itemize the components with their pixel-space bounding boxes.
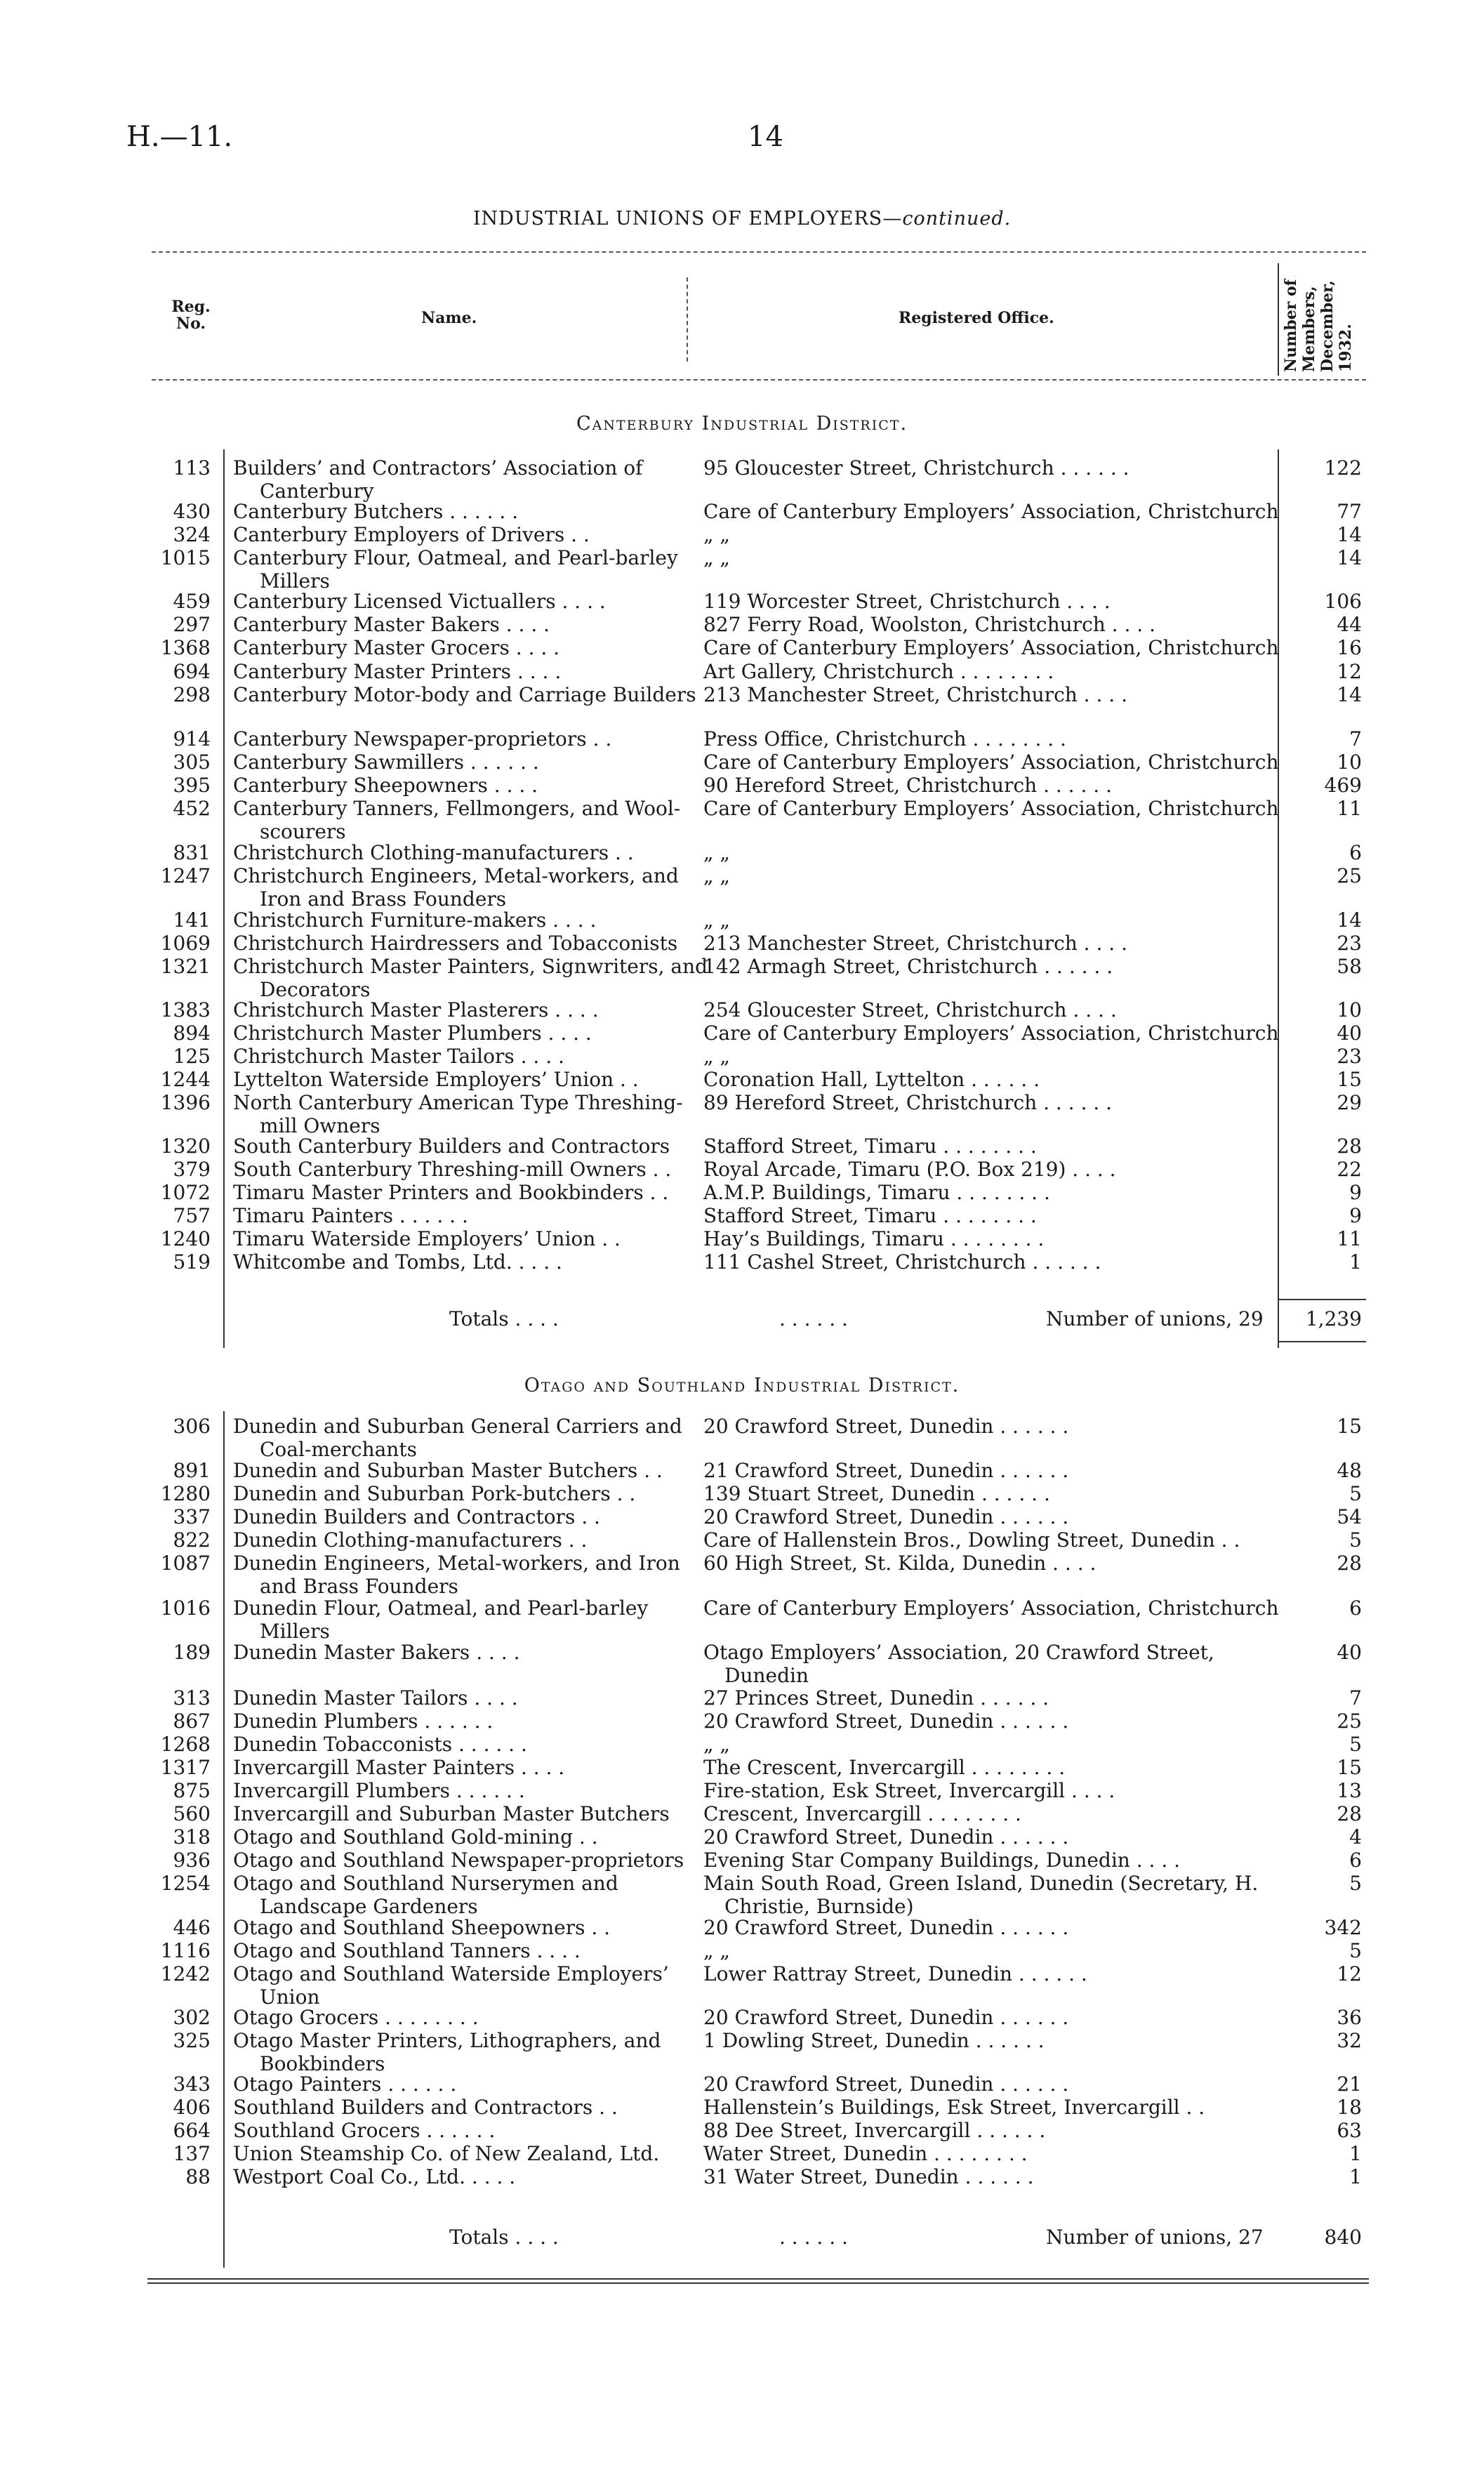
reg-number: 1254 bbox=[160, 1872, 211, 1895]
member-count: 28 bbox=[1337, 1135, 1362, 1158]
registered-office: Care of Canterbury Employers’ Association, Christchurch bbox=[703, 1597, 1279, 1620]
member-count: 32 bbox=[1337, 2029, 1362, 2052]
member-count: 23 bbox=[1337, 932, 1362, 955]
member-count: 28 bbox=[1337, 1552, 1362, 1575]
member-count: 15 bbox=[1337, 1756, 1362, 1779]
reg-number: 694 bbox=[173, 660, 211, 683]
registered-office: The Crescent, Invercargill . . . . . . . . bbox=[703, 1756, 1066, 1779]
union-name: Canterbury Licensed Victuallers . . . . bbox=[233, 590, 606, 613]
member-count: 469 bbox=[1324, 774, 1362, 797]
reg-number: 1247 bbox=[160, 864, 211, 887]
reg-number: 1383 bbox=[160, 998, 211, 1022]
member-count: 22 bbox=[1337, 1158, 1362, 1181]
union-name: Otago Painters . . . . . . bbox=[233, 2073, 457, 2096]
reg-number: 757 bbox=[173, 1204, 211, 1227]
union-name: Dunedin Plumbers . . . . . . bbox=[233, 1710, 493, 1733]
union-name: Christchurch Clothing-manufacturers . . bbox=[233, 841, 634, 864]
reg-number: 343 bbox=[173, 2073, 211, 2096]
reg-number: 305 bbox=[173, 751, 211, 774]
member-count: 14 bbox=[1337, 683, 1362, 706]
member-count: 18 bbox=[1337, 2096, 1362, 2119]
member-count: 12 bbox=[1337, 1962, 1362, 1985]
registered-office: 20 Crawford Street, Dunedin . . . . . . bbox=[703, 1415, 1069, 1438]
reg-number: 1116 bbox=[160, 1939, 211, 1962]
registered-office: 1 Dowling Street, Dunedin . . . . . . bbox=[703, 2029, 1045, 2052]
reg-number: 1368 bbox=[160, 636, 211, 659]
section-title-otago: Otago and Southland Industrial District. bbox=[524, 1375, 960, 1396]
registered-office: Press Office, Christchurch . . . . . . . . bbox=[703, 727, 1066, 751]
member-count: 122 bbox=[1324, 456, 1362, 480]
member-count: 15 bbox=[1337, 1415, 1362, 1438]
registered-office: Art Gallery, Christchurch . . . . . . . . bbox=[703, 660, 1054, 683]
member-count: 15 bbox=[1337, 1068, 1362, 1091]
document-id: H.—11. bbox=[126, 121, 233, 153]
header-bottom-rule bbox=[152, 379, 1366, 381]
union-count: Number of unions, 27 bbox=[1046, 2226, 1264, 2249]
registered-office: „ „ bbox=[703, 1939, 730, 1962]
member-count: 10 bbox=[1337, 751, 1362, 774]
registered-office: 60 High Street, St. Kilda, Dunedin . . . . bbox=[703, 1552, 1097, 1575]
member-count: 5 bbox=[1349, 1528, 1362, 1552]
union-name: Otago Grocers . . . . . . . . bbox=[233, 2006, 479, 2029]
registered-office: 827 Ferry Road, Woolston, Christchurch . . . . bbox=[703, 613, 1155, 636]
reg-number: 189 bbox=[173, 1641, 211, 1664]
union-count: Number of unions, 29 bbox=[1046, 1307, 1264, 1330]
registered-office: 213 Manchester Street, Christchurch . . . . bbox=[703, 683, 1127, 706]
union-name: Dunedin Engineers, Metal-workers, and Iron and Brass Founders bbox=[233, 1552, 680, 1598]
reg-number: 519 bbox=[173, 1250, 211, 1274]
registered-office: 139 Stuart Street, Dunedin . . . . . . bbox=[703, 1482, 1050, 1505]
totals-label: Totals . . . . bbox=[449, 1307, 559, 1330]
reg-number: 297 bbox=[173, 613, 211, 636]
registered-office: Care of Canterbury Employers’ Association, Christchurch bbox=[703, 797, 1279, 820]
col-header-name: Name. bbox=[421, 309, 477, 327]
reg-number: 137 bbox=[173, 2142, 211, 2165]
registered-office: A.M.P. Buildings, Timaru . . . . . . . . bbox=[703, 1181, 1050, 1204]
member-count: 342 bbox=[1324, 1916, 1362, 1939]
member-count: 63 bbox=[1337, 2119, 1362, 2142]
union-name: Timaru Waterside Employers’ Union . . bbox=[233, 1227, 621, 1250]
reg-number: 1244 bbox=[160, 1068, 211, 1091]
union-name: Otago and Southland Gold-mining . . bbox=[233, 1825, 598, 1849]
reg-number: 560 bbox=[173, 1802, 211, 1825]
col-header-members: Number of Members, December, 1932. bbox=[1282, 279, 1355, 372]
member-count: 5 bbox=[1349, 1939, 1362, 1962]
member-count: 58 bbox=[1337, 955, 1362, 978]
union-name: Dunedin and Suburban Pork-butchers . . bbox=[233, 1482, 636, 1505]
total-members-box bbox=[1278, 1299, 1366, 1342]
name-column-rule bbox=[223, 1411, 225, 2268]
registered-office: 119 Worcester Street, Christchurch . . . . bbox=[703, 590, 1111, 613]
union-name: Whitcombe and Tombs, Ltd. . . . . bbox=[233, 1250, 562, 1274]
registered-office: „ „ bbox=[703, 523, 730, 546]
member-count: 14 bbox=[1337, 523, 1362, 546]
bottom-rule bbox=[147, 2278, 1369, 2280]
total-members: 1,239 bbox=[1305, 1307, 1362, 1330]
member-count: 54 bbox=[1337, 1505, 1362, 1528]
union-name: Dunedin and Suburban General Carriers and Coal-merchants bbox=[233, 1415, 682, 1461]
member-count: 10 bbox=[1337, 998, 1362, 1022]
union-name: Otago Master Printers, Lithographers, and Bookbinders bbox=[233, 2029, 661, 2075]
union-name: Christchurch Hairdressers and Tobacconists bbox=[233, 932, 678, 955]
union-name: Timaru Master Printers and Bookbinders . . bbox=[233, 1181, 669, 1204]
member-count: 14 bbox=[1337, 908, 1362, 932]
registered-office: „ „ bbox=[703, 908, 730, 932]
reg-number: 1242 bbox=[160, 1962, 211, 1985]
reg-number: 406 bbox=[173, 2096, 211, 2119]
union-name: Dunedin and Suburban Master Butchers . . bbox=[233, 1459, 663, 1482]
reg-number: 1072 bbox=[160, 1181, 211, 1204]
registered-office: Otago Employers’ Association, 20 Crawford Street, Dunedin bbox=[703, 1641, 1214, 1687]
registered-office: „ „ bbox=[703, 841, 730, 864]
union-name: South Canterbury Builders and Contractors bbox=[233, 1135, 670, 1158]
bottom-rule bbox=[147, 2282, 1369, 2284]
registered-office: Care of Canterbury Employers’ Association, Christchurch bbox=[703, 751, 1279, 774]
member-count: 21 bbox=[1337, 2073, 1362, 2096]
title-suffix: —continued. bbox=[882, 208, 1012, 230]
member-count: 4 bbox=[1349, 1825, 1362, 1849]
union-name: Canterbury Master Bakers . . . . bbox=[233, 613, 550, 636]
union-name: South Canterbury Threshing-mill Owners . . bbox=[233, 1158, 672, 1181]
member-count: 106 bbox=[1324, 590, 1362, 613]
union-name: Canterbury Butchers . . . . . . bbox=[233, 500, 519, 523]
union-name: Otago and Southland Nurserymen and Landscape Gardeners bbox=[233, 1872, 618, 1918]
union-name: Dunedin Flour, Oatmeal, and Pearl-barley Millers bbox=[233, 1597, 649, 1643]
union-name: Canterbury Tanners, Fellmongers, and Wool-scourers bbox=[233, 797, 681, 843]
reg-number: 459 bbox=[173, 590, 211, 613]
reg-number: 1016 bbox=[160, 1597, 211, 1620]
registered-office: 20 Crawford Street, Dunedin . . . . . . bbox=[703, 1825, 1069, 1849]
union-name: Canterbury Master Printers . . . . bbox=[233, 660, 562, 683]
member-count: 9 bbox=[1349, 1204, 1362, 1227]
union-name: Invercargill and Suburban Master Butchers bbox=[233, 1802, 670, 1825]
union-name: North Canterbury American Type Threshing-mill Owners bbox=[233, 1091, 683, 1137]
reg-number: 88 bbox=[185, 2165, 211, 2188]
member-count: 28 bbox=[1337, 1802, 1362, 1825]
registered-office: 95 Gloucester Street, Christchurch . . . . . . bbox=[703, 456, 1129, 480]
union-name: Dunedin Master Bakers . . . . bbox=[233, 1641, 520, 1664]
member-count: 7 bbox=[1349, 1686, 1362, 1710]
reg-number: 831 bbox=[173, 841, 211, 864]
reg-number: 313 bbox=[173, 1686, 211, 1710]
union-name: Canterbury Motor-body and Carriage Builders bbox=[233, 683, 696, 706]
reg-number: 867 bbox=[173, 1710, 211, 1733]
member-count: 40 bbox=[1337, 1022, 1362, 1045]
reg-number: 324 bbox=[173, 523, 211, 546]
registered-office: 89 Hereford Street, Christchurch . . . . . . bbox=[703, 1091, 1112, 1114]
union-name: Christchurch Master Plasterers . . . . bbox=[233, 998, 599, 1022]
reg-number: 1317 bbox=[160, 1756, 211, 1779]
member-count: 1 bbox=[1349, 2142, 1362, 2165]
registered-office: „ „ bbox=[703, 546, 730, 569]
reg-number: 430 bbox=[173, 500, 211, 523]
registered-office: 90 Hereford Street, Christchurch . . . . . . bbox=[703, 774, 1112, 797]
totals-dots: . . . . . . bbox=[779, 1307, 848, 1330]
member-count: 11 bbox=[1337, 1227, 1362, 1250]
reg-number: 325 bbox=[173, 2029, 211, 2052]
union-name: Lyttelton Waterside Employers’ Union . . bbox=[233, 1068, 639, 1091]
registered-office: Coronation Hall, Lyttelton . . . . . . bbox=[703, 1068, 1040, 1091]
registered-office: 213 Manchester Street, Christchurch . . . . bbox=[703, 932, 1127, 955]
member-count: 44 bbox=[1337, 613, 1362, 636]
reg-number: 1320 bbox=[160, 1135, 211, 1158]
registered-office: 21 Crawford Street, Dunedin . . . . . . bbox=[703, 1459, 1069, 1482]
reg-number: 664 bbox=[173, 2119, 211, 2142]
registered-office: 31 Water Street, Dunedin . . . . . . bbox=[703, 2165, 1034, 2188]
page-title bbox=[0, 208, 1484, 230]
member-count: 25 bbox=[1337, 864, 1362, 887]
header-divider bbox=[1278, 263, 1279, 376]
reg-number: 395 bbox=[173, 774, 211, 797]
member-count: 9 bbox=[1349, 1181, 1362, 1204]
registered-office: 111 Cashel Street, Christchurch . . . . . . bbox=[703, 1250, 1101, 1274]
registered-office: Care of Hallenstein Bros., Dowling Street, Dunedin . . bbox=[703, 1528, 1240, 1552]
reg-number: 125 bbox=[173, 1045, 211, 1068]
member-count: 36 bbox=[1337, 2006, 1362, 2029]
union-name: Dunedin Clothing-manufacturers . . bbox=[233, 1528, 588, 1552]
col-header-office: Registered Office. bbox=[899, 309, 1054, 327]
reg-number: 113 bbox=[173, 456, 211, 480]
union-name: Otago and Southland Sheepowners . . bbox=[233, 1916, 611, 1939]
union-name: Southland Grocers . . . . . . bbox=[233, 2119, 496, 2142]
reg-number: 1268 bbox=[160, 1733, 211, 1756]
reg-number: 1087 bbox=[160, 1552, 211, 1575]
registered-office: 20 Crawford Street, Dunedin . . . . . . bbox=[703, 1505, 1069, 1528]
union-name: Union Steamship Co. of New Zealand, Ltd. bbox=[233, 2142, 660, 2165]
union-name: Invercargill Plumbers . . . . . . bbox=[233, 1779, 525, 1802]
member-count: 5 bbox=[1349, 1872, 1362, 1895]
union-name: Timaru Painters . . . . . . bbox=[233, 1204, 468, 1227]
registered-office: Royal Arcade, Timaru (P.O. Box 219) . . . . bbox=[703, 1158, 1116, 1181]
registered-office: „ „ bbox=[703, 1045, 730, 1068]
member-count: 6 bbox=[1349, 1597, 1362, 1620]
reg-number: 337 bbox=[173, 1505, 211, 1528]
registered-office: Stafford Street, Timaru . . . . . . . . bbox=[703, 1135, 1037, 1158]
page-number: 14 bbox=[748, 121, 783, 153]
reg-number: 1280 bbox=[160, 1482, 211, 1505]
registered-office: 254 Gloucester Street, Christchurch . . . . bbox=[703, 998, 1117, 1022]
name-column-rule bbox=[223, 449, 225, 1348]
union-name: Christchurch Engineers, Metal-workers, and Iron and Brass Founders bbox=[233, 864, 679, 911]
registered-office: 142 Armagh Street, Christchurch . . . . . . bbox=[703, 955, 1113, 978]
registered-office: 27 Princes Street, Dunedin . . . . . . bbox=[703, 1686, 1049, 1710]
header-divider bbox=[687, 277, 688, 362]
union-name: Christchurch Furniture-makers . . . . bbox=[233, 908, 597, 932]
reg-number: 1069 bbox=[160, 932, 211, 955]
reg-number: 936 bbox=[173, 1849, 211, 1872]
union-name: Canterbury Master Grocers . . . . bbox=[233, 636, 560, 659]
registered-office: Evening Star Company Buildings, Dunedin . . . . bbox=[703, 1849, 1181, 1872]
col-header-reg: Reg. No. bbox=[171, 298, 211, 333]
union-name: Christchurch Master Plumbers . . . . bbox=[233, 1022, 592, 1045]
union-name: Builders’ and Contractors’ Association of Canterbury bbox=[233, 456, 643, 503]
registered-office: Stafford Street, Timaru . . . . . . . . bbox=[703, 1204, 1037, 1227]
reg-number: 298 bbox=[173, 683, 211, 706]
member-count: 1 bbox=[1349, 1250, 1362, 1274]
reg-number: 306 bbox=[173, 1415, 211, 1438]
union-name: Dunedin Builders and Contractors . . bbox=[233, 1505, 600, 1528]
union-name: Otago and Southland Tanners . . . . bbox=[233, 1939, 581, 1962]
registered-office: Care of Canterbury Employers’ Association, Christchurch bbox=[703, 1022, 1279, 1045]
registered-office: 20 Crawford Street, Dunedin . . . . . . bbox=[703, 1916, 1069, 1939]
member-count: 16 bbox=[1337, 636, 1362, 659]
union-name: Christchurch Master Tailors . . . . bbox=[233, 1045, 564, 1068]
member-count: 13 bbox=[1337, 1779, 1362, 1802]
registered-office: Hay’s Buildings, Timaru . . . . . . . . bbox=[703, 1227, 1045, 1250]
registered-office: Hallenstein’s Buildings, Esk Street, Invercargill . . bbox=[703, 2096, 1205, 2119]
registered-office: 20 Crawford Street, Dunedin . . . . . . bbox=[703, 2073, 1069, 2096]
registered-office: „ „ bbox=[703, 864, 730, 887]
union-name: Westport Coal Co., Ltd. . . . . bbox=[233, 2165, 516, 2188]
member-count: 12 bbox=[1337, 660, 1362, 683]
section-title-canterbury: Canterbury Industrial District. bbox=[576, 413, 908, 435]
union-name: Canterbury Sawmillers . . . . . . bbox=[233, 751, 539, 774]
union-name: Canterbury Employers of Drivers . . bbox=[233, 523, 590, 546]
reg-number: 1015 bbox=[160, 546, 211, 569]
registered-office: Lower Rattray Street, Dunedin . . . . . . bbox=[703, 1962, 1087, 1985]
union-name: Canterbury Newspaper-proprietors . . bbox=[233, 727, 612, 751]
header-top-rule bbox=[152, 251, 1366, 253]
registered-office: 20 Crawford Street, Dunedin . . . . . . bbox=[703, 1710, 1069, 1733]
reg-number: 446 bbox=[173, 1916, 211, 1939]
title-text: INDUSTRIAL UNIONS OF EMPLOYERS bbox=[472, 208, 883, 230]
member-count: 25 bbox=[1337, 1710, 1362, 1733]
totals-dots: . . . . . . bbox=[779, 2226, 848, 2249]
reg-number: 1321 bbox=[160, 955, 211, 978]
registered-office: 88 Dee Street, Invercargill . . . . . . bbox=[703, 2119, 1046, 2142]
total-members: 840 bbox=[1324, 2226, 1362, 2249]
union-name: Invercargill Master Painters . . . . bbox=[233, 1756, 565, 1779]
registered-office: Water Street, Dunedin . . . . . . . . bbox=[703, 2142, 1028, 2165]
member-count: 6 bbox=[1349, 1849, 1362, 1872]
member-count: 6 bbox=[1349, 841, 1362, 864]
member-count: 5 bbox=[1349, 1733, 1362, 1756]
union-name: Christchurch Master Painters, Signwriters, and Decorators bbox=[233, 955, 708, 1001]
reg-number: 302 bbox=[173, 2006, 211, 2029]
member-count: 77 bbox=[1337, 500, 1362, 523]
reg-number: 1396 bbox=[160, 1091, 211, 1114]
reg-number: 891 bbox=[173, 1459, 211, 1482]
union-name: Canterbury Flour, Oatmeal, and Pearl-barley Millers bbox=[233, 546, 678, 593]
registered-office: Crescent, Invercargill . . . . . . . . bbox=[703, 1802, 1021, 1825]
reg-number: 894 bbox=[173, 1022, 211, 1045]
registered-office: „ „ bbox=[703, 1733, 730, 1756]
member-count: 11 bbox=[1337, 797, 1362, 820]
union-name: Southland Builders and Contractors . . bbox=[233, 2096, 618, 2119]
union-name: Otago and Southland Waterside Employers’ Union bbox=[233, 1962, 669, 2009]
totals-label: Totals . . . . bbox=[449, 2226, 559, 2249]
member-count: 5 bbox=[1349, 1482, 1362, 1505]
member-count: 1 bbox=[1349, 2165, 1362, 2188]
reg-number: 1240 bbox=[160, 1227, 211, 1250]
union-name: Canterbury Sheepowners . . . . bbox=[233, 774, 538, 797]
member-count: 14 bbox=[1337, 546, 1362, 569]
registered-office: Fire-station, Esk Street, Invercargill . . . . bbox=[703, 1779, 1115, 1802]
registered-office: Care of Canterbury Employers’ Association, Christchurch bbox=[703, 500, 1279, 523]
registered-office: 20 Crawford Street, Dunedin . . . . . . bbox=[703, 2006, 1069, 2029]
reg-number: 141 bbox=[173, 908, 211, 932]
member-count: 48 bbox=[1337, 1459, 1362, 1482]
reg-number: 379 bbox=[173, 1158, 211, 1181]
union-name: Otago and Southland Newspaper-proprietors bbox=[233, 1849, 684, 1872]
member-count: 40 bbox=[1337, 1641, 1362, 1664]
member-count: 7 bbox=[1349, 727, 1362, 751]
registered-office: Main South Road, Green Island, Dunedin (Secretary, H. Christie, Burnside) bbox=[703, 1872, 1259, 1918]
reg-number: 914 bbox=[173, 727, 211, 751]
member-count: 29 bbox=[1337, 1091, 1362, 1114]
reg-number: 822 bbox=[173, 1528, 211, 1552]
union-name: Dunedin Master Tailors . . . . bbox=[233, 1686, 518, 1710]
registered-office: Care of Canterbury Employers’ Association, Christchurch bbox=[703, 636, 1279, 659]
reg-number: 452 bbox=[173, 797, 211, 820]
reg-number: 318 bbox=[173, 1825, 211, 1849]
member-count: 23 bbox=[1337, 1045, 1362, 1068]
reg-number: 875 bbox=[173, 1779, 211, 1802]
union-name: Dunedin Tobacconists . . . . . . bbox=[233, 1733, 527, 1756]
